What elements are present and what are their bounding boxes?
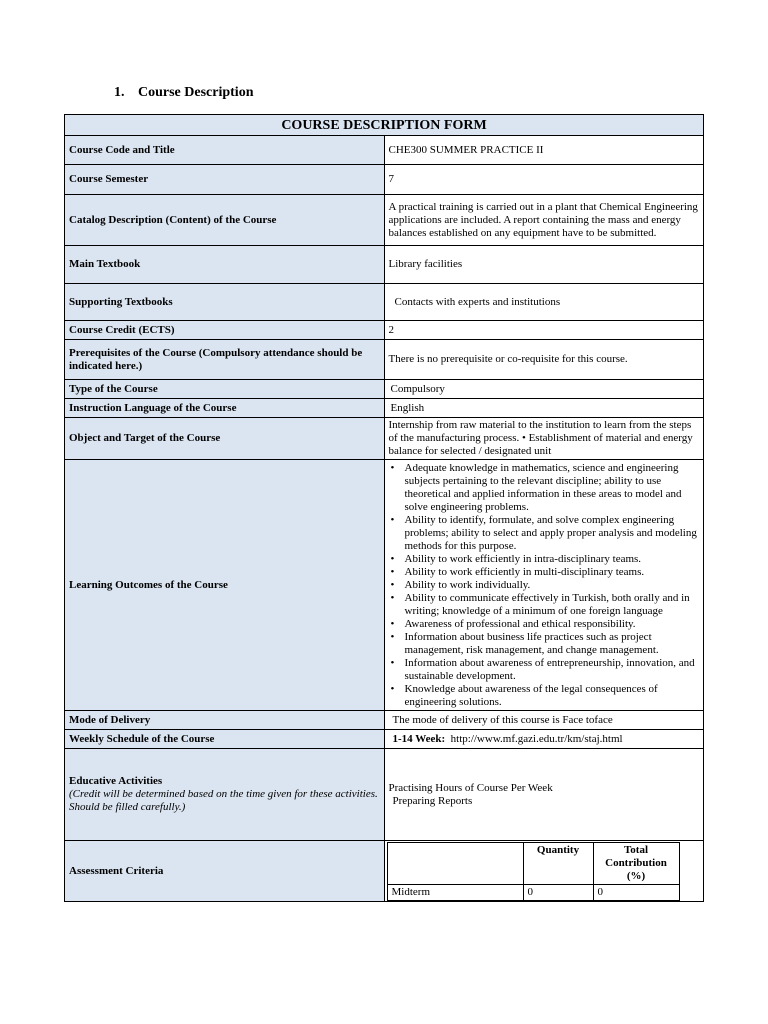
credit-label: Course Credit (ECTS) bbox=[65, 321, 385, 340]
code-title-label: Course Code and Title bbox=[65, 136, 385, 165]
learning-outcome-item: • Adequate knowledge in mathematics, science and engineering subjects pertaining to the relevant discipline; ability to use theoretical and applied information in these areas to model and solve engineering problems. bbox=[403, 462, 700, 514]
prerequisites-value: There is no prerequisite or co-requisite for this course. bbox=[384, 340, 704, 380]
prerequisites-label: Prerequisites of the Course (Compulsory attendance should be indicated here.) bbox=[65, 340, 385, 380]
assessment-value bbox=[384, 841, 704, 902]
schedule-week-label: 1-14 Week: bbox=[392, 732, 446, 745]
catalog-value: A practical training is carried out in a plant that Chemical Engineering applications are included. A report containing the mass and energy balances established on any equipment have to be submitted. bbox=[384, 195, 704, 246]
supporting-textbooks-label: Supporting Textbooks bbox=[65, 284, 385, 321]
activity-preparing-reports: Preparing Reports bbox=[392, 794, 473, 807]
course-type-label: Type of the Course bbox=[65, 380, 385, 399]
activity-practising-hours: Practising Hours of Course Per Week bbox=[388, 781, 553, 794]
credit-value: 2 bbox=[384, 321, 704, 340]
learning-outcome-item: • Ability to identify, formulate, and solve complex engineering problems; ability to select and apply proper analysis and modeling methods for this purpose. bbox=[403, 514, 700, 553]
learning-outcome-item: • Ability to work individually. bbox=[403, 579, 700, 592]
learning-outcome-item: • Knowledge about awareness of the legal consequences of engineering solutions. bbox=[403, 683, 700, 709]
assessment-item: Midterm bbox=[387, 885, 523, 901]
learning-outcome-item: • Ability to work efficiently in multi-disciplinary teams. bbox=[403, 566, 700, 579]
assessment-table bbox=[387, 842, 680, 901]
main-textbook-label: Main Textbook bbox=[65, 246, 385, 284]
catalog-label: Catalog Description (Content) of the Course bbox=[65, 195, 385, 246]
assessment-header-item bbox=[387, 843, 523, 885]
learning-outcomes-value bbox=[384, 460, 704, 711]
learning-outcome-item: • Ability to communicate effectively in Turkish, both orally and in writing; knowledge of a minimum of one foreign language bbox=[403, 592, 700, 618]
educative-activities-note: (Credit will be determined based on the time given for these activities. Should be filled carefully.) bbox=[69, 788, 378, 813]
educative-activities-value bbox=[384, 749, 704, 841]
assessment-row bbox=[387, 885, 679, 901]
delivery-label: Mode of Delivery bbox=[65, 711, 385, 730]
schedule-link[interactable]: http://www.mf.gazi.edu.tr/km/staj.html bbox=[450, 732, 623, 745]
assessment-header-quantity: Quantity bbox=[523, 843, 593, 885]
supporting-textbooks-value: Contacts with experts and institutions bbox=[384, 284, 704, 321]
section-heading bbox=[114, 85, 254, 101]
semester-value: 7 bbox=[384, 165, 704, 195]
language-value: English bbox=[384, 399, 704, 418]
assessment-label: Assessment Criteria bbox=[65, 841, 385, 902]
language-label: Instruction Language of the Course bbox=[65, 399, 385, 418]
assessment-contribution: 0 bbox=[593, 885, 679, 901]
course-type-value: Compulsory bbox=[384, 380, 704, 399]
course-description-form bbox=[64, 114, 704, 902]
form-title: COURSE DESCRIPTION FORM bbox=[65, 115, 704, 136]
semester-label: Course Semester bbox=[65, 165, 385, 195]
code-title-value: CHE300 SUMMER PRACTICE II bbox=[384, 136, 704, 165]
delivery-value: The mode of delivery of this course is Face toface bbox=[384, 711, 704, 730]
object-target-label: Object and Target of the Course bbox=[65, 418, 385, 460]
educative-activities-title: Educative Activities bbox=[69, 775, 163, 787]
section-number: 1. bbox=[114, 85, 125, 100]
learning-outcome-item: • Information about awareness of entrepreneurship, innovation, and sustainable development. bbox=[403, 657, 700, 683]
section-title: Course Description bbox=[138, 85, 254, 100]
schedule-label: Weekly Schedule of the Course bbox=[65, 730, 385, 749]
learning-outcome-item: • Ability to work efficiently in intra-disciplinary teams. bbox=[403, 553, 700, 566]
learning-outcomes-list bbox=[389, 462, 700, 709]
educative-activities-label bbox=[65, 749, 385, 841]
main-textbook-value: Library facilities bbox=[384, 246, 704, 284]
learning-outcome-item: • Awareness of professional and ethical responsibility. bbox=[403, 618, 700, 631]
object-target-value: Internship from raw material to the institution to learn from the steps of the manufacturing process. • Establishment of material and energy balance for selected / designated unit bbox=[384, 418, 704, 460]
learning-outcomes-label: Learning Outcomes of the Course bbox=[65, 460, 385, 711]
assessment-header-contribution: Total Contribution (%) bbox=[593, 843, 679, 885]
schedule-value bbox=[384, 730, 704, 749]
assessment-quantity: 0 bbox=[523, 885, 593, 901]
learning-outcome-item: • Information about business life practices such as project management, risk management, and change management. bbox=[403, 631, 700, 657]
